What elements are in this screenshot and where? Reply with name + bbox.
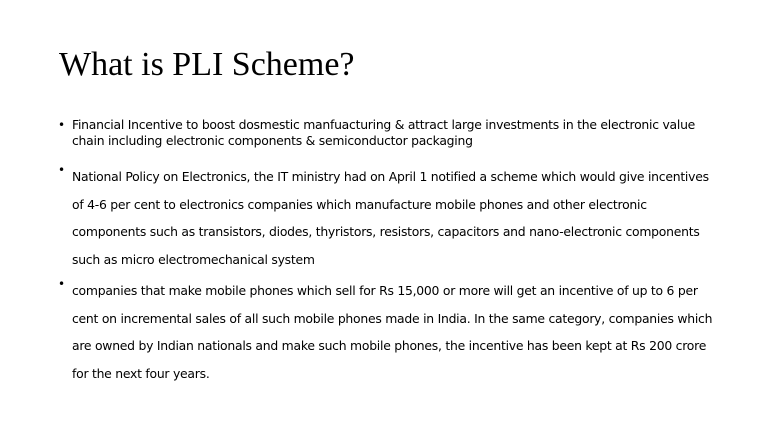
bullet-item (58, 117, 718, 149)
bullet-text: National Policy on Electronics, the IT ministry had on April 1 notified a scheme which would give incentives of 4-6 per cent to electronics companies which manufacture mobile phones and other electronic components such as transistors, diodes, thyristors, resistors, capacitors and nano-electronic components such as micro electromechanical system (72, 169, 709, 267)
bullet-item (58, 163, 718, 273)
bullet-dot-icon: • (58, 118, 65, 132)
bullet-dot-icon: • (58, 163, 65, 177)
bullet-item (58, 277, 718, 387)
bullet-dot-icon: • (58, 277, 65, 291)
slide-title: What is PLI Scheme? (59, 46, 355, 83)
bullet-list (58, 117, 718, 387)
bullet-text: Financial Incentive to boost dosmestic manfuacturing & attract large investments in the electronic value chain including electronic components & semiconductor packaging (72, 117, 696, 148)
bullet-text: companies that make mobile phones which sell for Rs 15,000 or more will get an incentive of up to 6 per cent on incremental sales of all such mobile phones made in India. In the same category, companies which are owned by Indian nationals and make such mobile phones, the incentive has been kept at Rs 200 crore for the next four years. (72, 283, 713, 381)
